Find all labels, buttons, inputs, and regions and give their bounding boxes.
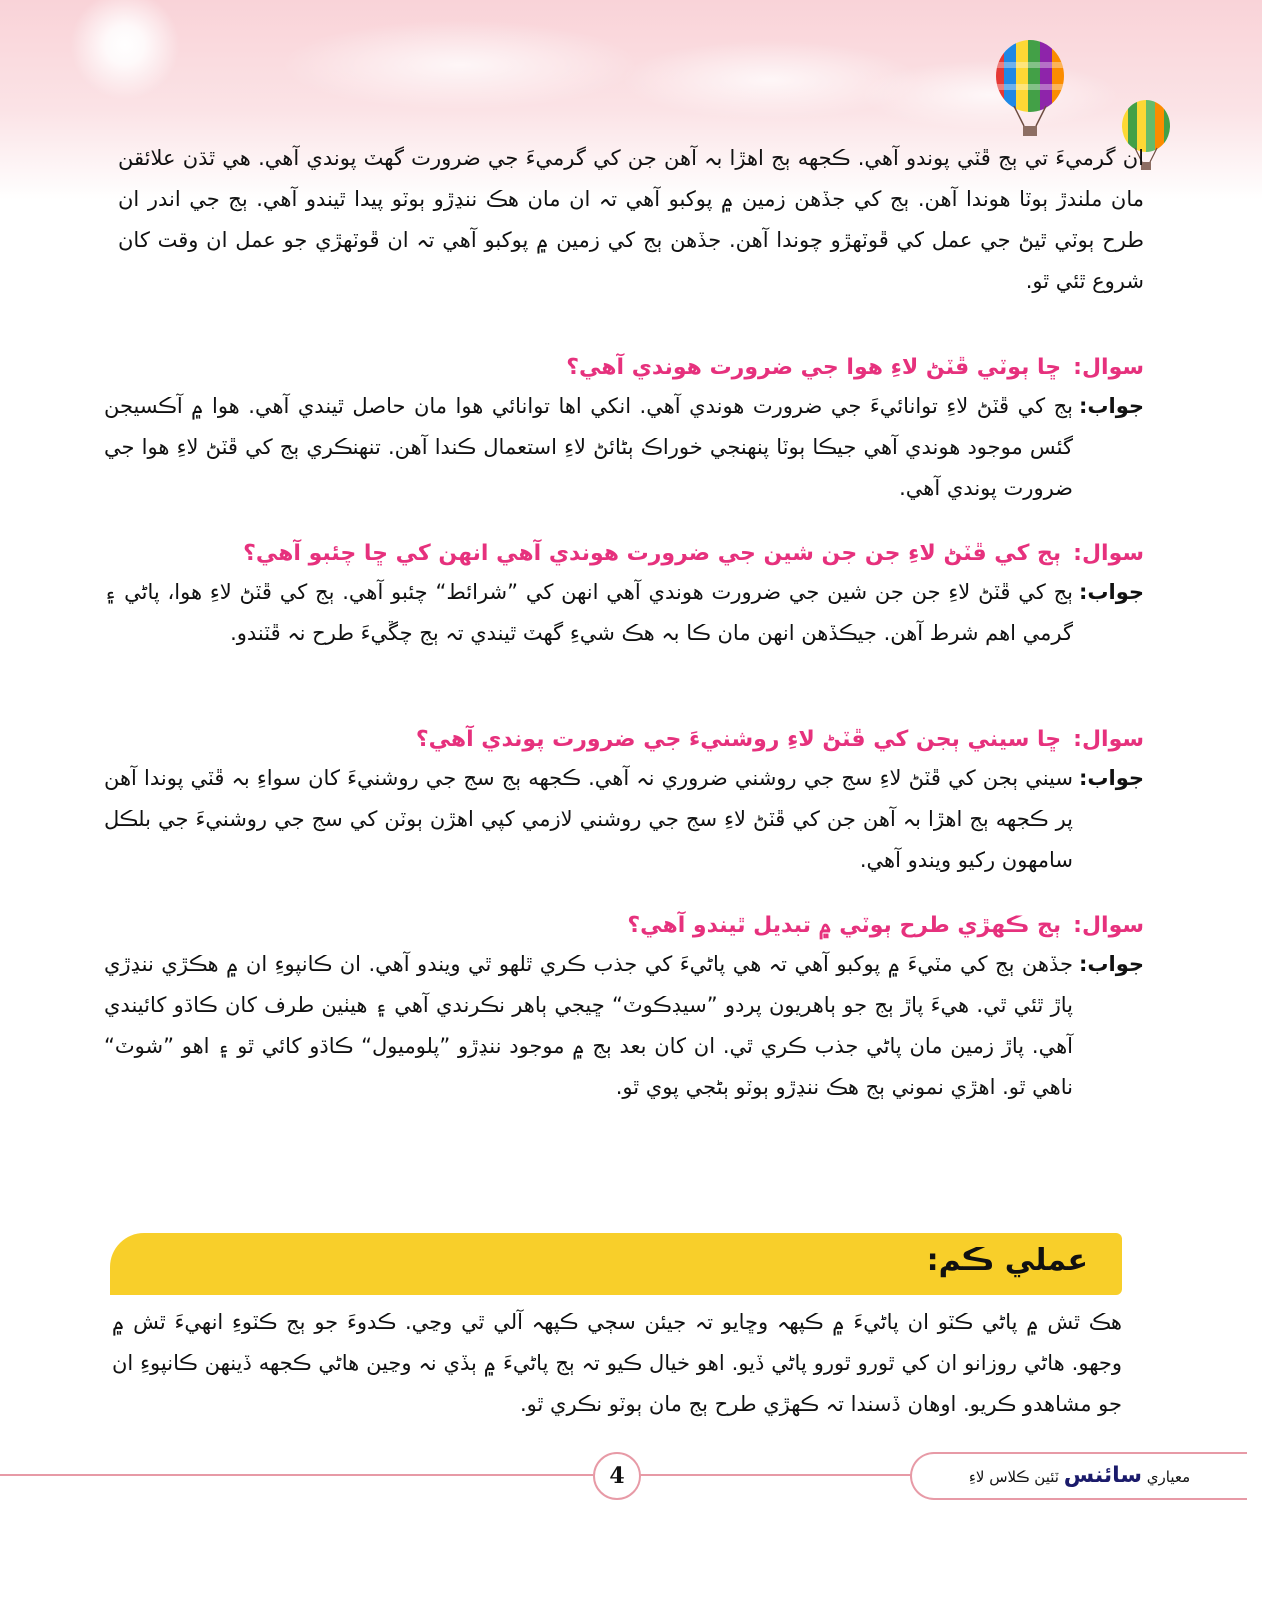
- qa-item-4: [104, 908, 1144, 1108]
- answer-block: [104, 758, 1144, 881]
- answer-label: جواب:: [1079, 766, 1144, 790]
- answer-text: ٻج کي ڦٽڻ لاءِ جن جن شين جي ضرورت هوندي آهي انهن کي ”شرائط“ چئبو آهي. ٻج کي ڦٽڻ لاءِ هوا، پاڻي ۽ گرمي اهم شرط آهن. جيڪڏهن انهن مان ڪا بہ هڪ شيءِ گهٽ ٿيندي تہ ٻج چڱيءَ طرح نہ ڦٽندو.: [104, 580, 1073, 645]
- footer-divider: [639, 1474, 919, 1476]
- question-heading: [104, 908, 1144, 944]
- book-title: [910, 1452, 1247, 1500]
- answer-text: ٻج کي ڦٽڻ لاءِ توانائيءَ جي ضرورت هوندي آهي. انکي اها توانائي هوا مان حاصل ٿيندي آهي. هوا ۾ آڪسيجن گئس موجود هوندي آهي جيڪا ٻوٽا پنهنجي خوراڪ ٻڻائڻ لاءِ استعمال ڪندا آهن. تنهنڪري ٻج کي ڦٽڻ لاءِ هوا جي ضرورت پوندي آهي.: [104, 394, 1073, 500]
- question-heading: [104, 536, 1144, 572]
- question-label: سوال:: [1073, 355, 1144, 380]
- footer-divider: [0, 1474, 593, 1476]
- hot-air-balloon-icon: [990, 40, 1070, 140]
- practical-work-banner: [110, 1233, 1122, 1295]
- page-number: 4: [593, 1452, 641, 1500]
- book-title-suffix: ٽئين ڪلاس لاءِ: [968, 1468, 1059, 1486]
- question-heading: [104, 350, 1144, 386]
- qa-item-1: [104, 350, 1144, 509]
- practical-work-text: هڪ ٿش ۾ پاڻي ڪٽو ان پاڻيءَ ۾ ڪپهہ وڇايو تہ جيئن سڄي ڪپهہ آلي ٿي وڃي. ڪدوءَ جو ٻج ڪٽوءِ انهيءَ ٿش ۾ وجهو. هاڻي روزانو ان کي ٿورو ٿورو پاڻي ڏيو. اهو خيال ڪيو تہ ٻج پاڻيءَ ۾ ٻڏي نہ وڃين هاڻي ڪجهه ڏينهن ڪانپوءِ ان جو مشاهدو ڪريو. اوهان ڏسندا تہ ڪهڙي طرح ٻج مان ٻوٽو نڪري ٿو.: [112, 1310, 1122, 1416]
- question-text: ٻج ڪهڙي طرح ٻوٽي ۾ تبديل ٿيندو آهي؟: [627, 913, 1062, 938]
- question-text: ٻج کي ڦٽڻ لاءِ جن جن شين جي ضرورت هوندي آهي انهن کي ڇا چئبو آهي؟: [243, 541, 1062, 566]
- book-title-prefix: معياري: [1146, 1468, 1191, 1486]
- practical-work-title: عملي ڪم:: [926, 1243, 1088, 1278]
- question-text: ڇا سيني ٻجن کي ڦٽڻ لاءِ روشنيءَ جي ضرورت پوندي آهي؟: [415, 727, 1062, 752]
- book-title-main: سائنس: [1063, 1463, 1142, 1488]
- qa-item-2: [104, 536, 1144, 654]
- sun-icon: [70, 0, 180, 100]
- question-label: سوال:: [1073, 913, 1144, 938]
- answer-block: [104, 572, 1144, 654]
- cloud-icon: [280, 20, 640, 110]
- answer-text: سيني ٻجن کي ڦٽڻ لاءِ سج جي روشني ضروري نہ آهي. ڪجهه ٻج سج جي روشنيءَ کان سواءِ بہ ڦٽي پوندا آهن پر ڪجهه ٻج اهڙا بہ آهن جن کي ڦٽڻ لاءِ سج جي روشني لازمي کپي اهڙن ٻوٽن کي سج جي روشنيءَ جي بلڪل سامهون رکيو ويندو آهي.: [104, 766, 1073, 872]
- intro-paragraph: ان گرميءَ تي ٻج ڦٽي پوندو آهي. ڪجهه ٻج اهڙا بہ آهن جن کي گرميءَ جي ضرورت گهٽ پوندي آهي. هي ٿڌن علائقن مان ملندڙ ٻوٽا هوندا آهن. ٻج کي جڏهن زمين ۾ پوکبو آهي تہ ان مان هڪ ننڍڙو ٻوٽو پيدا ٿيندو آهي. ٻج جي اندر ان طرح ٻوٽي ٿيڻ جي عمل کي ڦوٽهڙو چوندا آهن. جڏهن ٻج کي زمين ۾ پوکبو آهي تہ ان ڦوٽهڙي جو عمل ان وقت کان شروع ٿئي ٿو.: [118, 146, 1144, 293]
- answer-label: جواب:: [1079, 952, 1144, 976]
- question-text: ڇا ٻوٽي ڦٽڻ لاءِ هوا جي ضرورت هوندي آهي؟: [566, 355, 1062, 380]
- question-heading: [104, 722, 1144, 758]
- answer-label: جواب:: [1079, 580, 1144, 604]
- answer-block: [104, 944, 1144, 1108]
- question-label: سوال:: [1073, 541, 1144, 566]
- answer-block: [104, 386, 1144, 509]
- answer-text: جڏهن ٻج کي مٽيءَ ۾ پوکبو آهي تہ هي پاڻيءَ کي جذب ڪري ٿلهو ٿي ويندو آهي. ان ڪانپوءِ ان ۾ هڪڙي ننڍڙي پاڙ ٿئي ٿي. هيءَ پاڙ ٻج جو ٻاهريون پردو ”سيڊڪوٽ“ ڇيجي ٻاهر نڪرندي آهي ۽ هيٺين طرف کان ڪاڌو کائيندي آهي. پاڙ زمين مان پاڻي جذب ڪري ٿي. ان کان بعد ٻج ۾ موجود ننڍڙو ”پلوميول“ ڪاڌو کائي ٿو ۽ اهو ”شوٽ“ ناهي ٿو. اهڙي نموني ٻج هڪ ننڍڙو ٻوٽو ٻڻجي پوي ٿو.: [104, 952, 1073, 1099]
- question-label: سوال:: [1073, 727, 1144, 752]
- qa-item-3: [104, 722, 1144, 881]
- answer-label: جواب:: [1079, 394, 1144, 418]
